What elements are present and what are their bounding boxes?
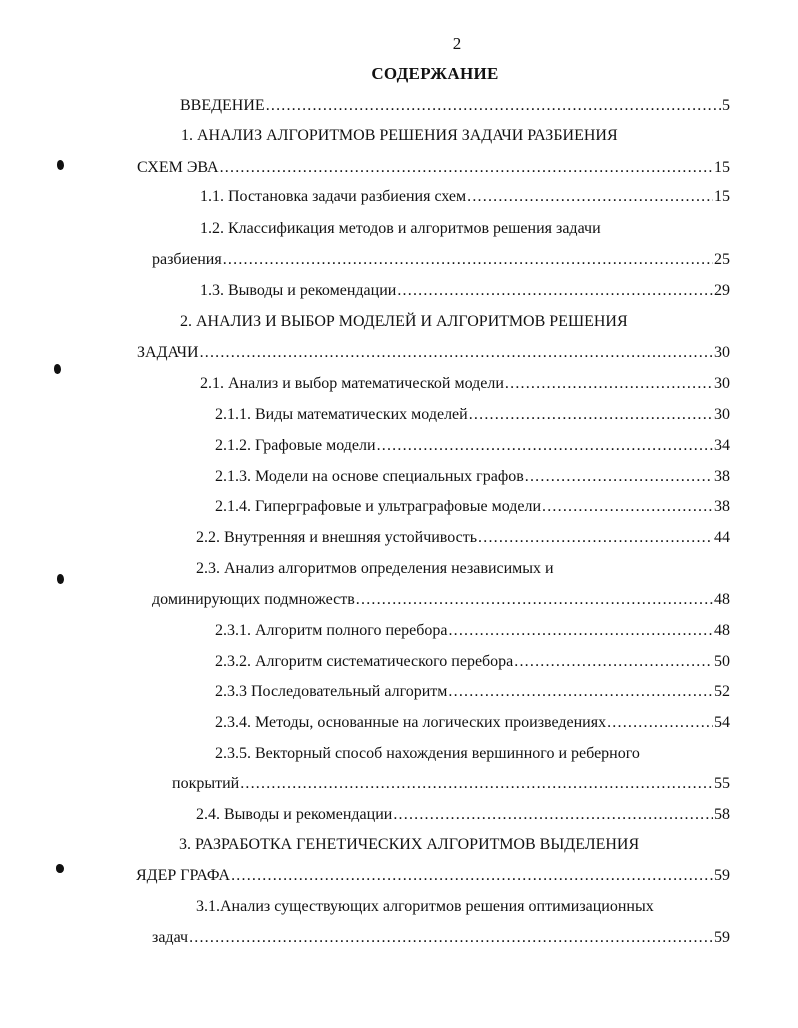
toc-entry-2-3-4[interactable]	[215, 711, 730, 735]
toc-entry-label: 2.3.1. Алгоритм полного перебора	[215, 622, 448, 639]
toc-entry-page: 54	[714, 714, 730, 731]
leader-dots	[478, 526, 713, 550]
toc-entry-2-3-3[interactable]	[215, 680, 730, 704]
toc-entry-label: 2.3.3 Последовательный алгоритм	[215, 683, 448, 700]
toc-entry-label: 2.3.4. Методы, основанные на логических произведениях	[215, 714, 607, 731]
toc-entry-page: 30	[714, 344, 730, 361]
leader-dots	[231, 864, 713, 888]
toc-entry-2-3-heading[interactable]: 2.3. Анализ алгоритмов определения независимых и	[196, 560, 554, 577]
toc-entry-page: 38	[714, 498, 730, 515]
toc-entry-2-1[interactable]	[200, 372, 730, 396]
toc-chapter-1-heading[interactable]: 1. АНАЛИЗ АЛГОРИТМОВ РЕШЕНИЯ ЗАДАЧИ РАЗБИЕНИЯ	[181, 127, 618, 144]
toc-entry-label: покрытий	[172, 775, 240, 792]
toc-chapter-2-heading[interactable]: 2. АНАЛИЗ И ВЫБОР МОДЕЛЕЙ И АЛГОРИТМОВ РЕШЕНИЯ	[180, 313, 628, 330]
toc-entry-label: 1.3. Выводы и рекомендации	[200, 282, 397, 299]
toc-entry-2-1-3[interactable]	[215, 465, 730, 489]
toc-entry-label: 2.1.1. Виды математических моделей	[215, 406, 468, 423]
leader-dots	[448, 680, 713, 704]
toc-entry-page: 52	[714, 683, 730, 700]
toc-chapter-3-heading[interactable]: 3. РАЗРАБОТКА ГЕНЕТИЧЕСКИХ АЛГОРИТМОВ ВЫДЕЛЕНИЯ	[179, 836, 640, 853]
toc-entry-2-3[interactable]	[152, 588, 730, 612]
leader-dots	[393, 803, 713, 827]
leader-dots	[220, 156, 713, 180]
leader-dots	[356, 588, 713, 612]
toc-entry-2-2[interactable]	[196, 526, 730, 550]
toc-entry-label: разбиения	[152, 251, 222, 268]
toc-entry-label: 2.2. Внутренняя и внешняя устойчивость	[196, 529, 478, 546]
toc-entry-label: 2.1.4. Гиперграфовые и ультраграфовые модели	[215, 498, 542, 515]
leader-dots	[266, 94, 721, 118]
toc-entry-2-4[interactable]	[196, 803, 730, 827]
toc-entry-page: 38	[714, 468, 730, 485]
toc-entry-label: СХЕМ ЭВА	[137, 159, 219, 176]
toc-entry-page: 5	[722, 97, 730, 114]
leader-dots	[467, 185, 713, 209]
toc-entry-page: 59	[714, 867, 730, 884]
toc-entry-chapter-3[interactable]	[136, 864, 730, 888]
leader-dots	[469, 403, 713, 427]
toc-entry-label: 2.1.2. Графовые модели	[215, 437, 376, 454]
leader-dots	[525, 465, 713, 489]
page-number: 2	[452, 34, 462, 53]
leader-dots	[505, 372, 713, 396]
toc-entry-label: доминирующих подмножеств	[152, 591, 355, 608]
toc-entry-label: 2.1.3. Модели на основе специальных графов	[215, 468, 524, 485]
toc-entry-page: 30	[714, 406, 730, 423]
toc-entry-page: 55	[714, 775, 730, 792]
toc-entry-2-3-5[interactable]	[172, 772, 730, 796]
toc-entry-1-2[interactable]	[152, 248, 730, 272]
toc-entry-1-2-heading[interactable]: 1.2. Классификация методов и алгоритмов решения задачи	[200, 220, 601, 237]
leader-dots	[189, 926, 713, 950]
toc-entry-page: 25	[714, 251, 730, 268]
toc-entry-chapter-2[interactable]	[137, 341, 730, 365]
toc-entry-page: 29	[714, 282, 730, 299]
toc-entry-2-1-1[interactable]	[215, 403, 730, 427]
toc-entry-page: 34	[714, 437, 730, 454]
leader-dots	[223, 248, 713, 272]
toc-entry-2-1-2[interactable]	[215, 434, 730, 458]
toc-entry-page: 48	[714, 622, 730, 639]
document-title: СОДЕРЖАНИЕ	[371, 64, 499, 83]
toc-entry-label: ВВЕДЕНИЕ	[180, 97, 265, 114]
leader-dots	[448, 619, 713, 643]
toc-entry-label: ЯДЕР ГРАФА	[136, 867, 231, 884]
toc-entry-2-3-1[interactable]	[215, 619, 730, 643]
toc-entry-page: 15	[714, 159, 730, 176]
toc-entry-page: 44	[714, 529, 730, 546]
leader-dots	[200, 341, 713, 365]
toc-entry-3-1-heading[interactable]: 3.1.Анализ существующих алгоритмов решения оптимизационных	[196, 898, 654, 915]
toc-entry-label: 1.1. Постановка задачи разбиения схем	[200, 188, 467, 205]
toc-entry-page: 48	[714, 591, 730, 608]
toc-entry-2-3-5-heading[interactable]: 2.3.5. Векторный способ нахождения вершинного и реберного	[215, 745, 640, 762]
toc-entry-1-1[interactable]	[200, 185, 730, 209]
toc-entry-page: 30	[714, 375, 730, 392]
leader-dots	[377, 434, 713, 458]
leader-dots	[514, 650, 713, 674]
toc-entry-page: 50	[714, 653, 730, 670]
toc-entry-label: 2.3.2. Алгоритм систематического перебора	[215, 653, 514, 670]
toc-entry-page: 59	[714, 929, 730, 946]
toc-entry-intro[interactable]	[180, 94, 730, 118]
toc-entry-2-1-4[interactable]	[215, 495, 730, 519]
toc-entry-label: ЗАДАЧИ	[137, 344, 199, 361]
leader-dots	[240, 772, 713, 796]
toc-entry-label: задач	[152, 929, 189, 946]
leader-dots	[607, 711, 713, 735]
toc-entry-label: 2.4. Выводы и рекомендации	[196, 806, 393, 823]
toc-entry-3-1[interactable]	[152, 926, 730, 950]
toc-entry-2-3-2[interactable]	[215, 650, 730, 674]
toc-entry-chapter-1[interactable]	[137, 156, 730, 180]
toc-entry-label: 2.1. Анализ и выбор математической модели	[200, 375, 504, 392]
toc-entry-page: 15	[714, 188, 730, 205]
toc-entry-page: 58	[714, 806, 730, 823]
leader-dots	[397, 279, 713, 303]
toc-entry-1-3[interactable]	[200, 279, 730, 303]
leader-dots	[542, 495, 713, 519]
